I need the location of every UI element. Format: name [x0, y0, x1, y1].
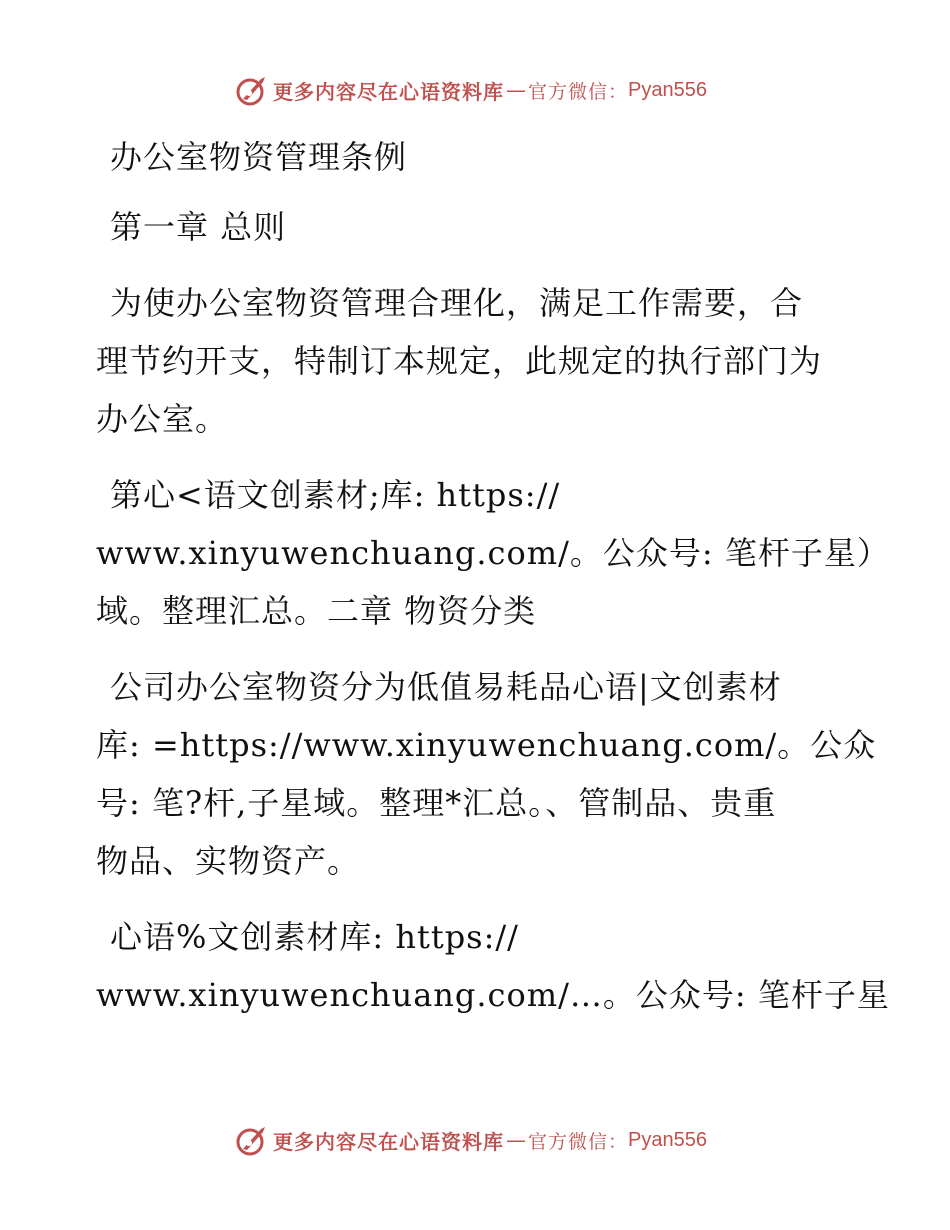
paragraph-line: 为使办公室物资管理合理化，满足工作需要，合 [110, 284, 804, 322]
header-dash: — [506, 78, 526, 102]
paragraph-chapter2 [96, 466, 890, 640]
paragraph-classification [96, 658, 877, 890]
footer-brand-text: 更多内容尽在心语资料库 [273, 1129, 504, 1154]
paragraph-line: www.xinyuwenchuang.com/…。公众号: 笔杆子星 [96, 976, 890, 1014]
paragraph-purpose [96, 274, 856, 448]
footer-official-label: 官方微信： [528, 1130, 629, 1153]
quill-pen-logo-icon [235, 73, 269, 107]
header-official-label: 官方微信： [528, 80, 629, 103]
quill-pen-logo-icon [235, 1123, 269, 1157]
paragraph-line: 域。整理汇总。二章 物资分类 [96, 592, 537, 630]
header-wechat-id: Pyan556 [628, 78, 707, 101]
paragraph-source [96, 908, 890, 1024]
document-body [96, 120, 890, 1024]
paragraph-line: 心语%文创素材库: https:// [110, 918, 519, 956]
paragraph-line: 号: 笔?杆,子星域。整理*汇总。、管制品、贵重 [96, 784, 777, 822]
paragraph-line: 理节约开支，特制订本规定，此规定的执行部门为 [96, 342, 823, 380]
footer-dash: — [506, 1128, 526, 1152]
footer-wechat-id: Pyan556 [628, 1128, 707, 1151]
paragraph-line: 办公室。 [96, 400, 229, 438]
paragraph-line: 第心<语文创素材;库: https:// [110, 476, 561, 514]
header-brand-text: 更多内容尽在心语资料库 [273, 79, 504, 104]
header-banner [0, 68, 950, 112]
paragraph-line: 物品、实物资产。 [96, 842, 361, 880]
chapter-heading: 第一章 总则 [110, 208, 287, 246]
paragraph-line: 库: =https://www.xinyuwenchuang.com/。公众 [96, 726, 877, 764]
paragraph-line: www.xinyuwenchuang.com/。公众号: 笔杆子星） [96, 534, 890, 572]
footer-banner [0, 1118, 950, 1162]
document-title: 办公室物资管理条例 [110, 138, 408, 176]
paragraph-line: 公司办公室物资分为低值易耗品心语|文创素材 [110, 668, 782, 706]
